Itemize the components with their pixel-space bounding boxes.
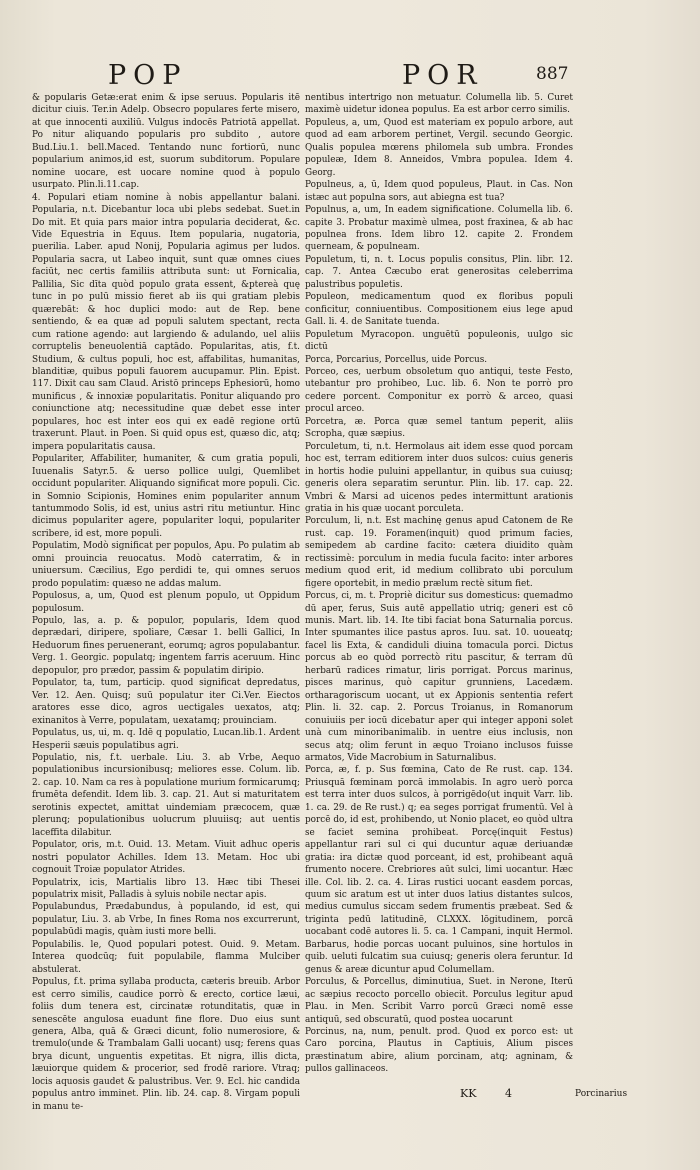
paragraph: Populabilis. le, Quod populari potest. Ouid. 9. Metam. Interea quodcūq; fuit populabile, flamma Mulciber abstulerat. [32,939,300,975]
running-header [0,60,700,92]
page-number: 887 [536,64,569,84]
paragraph: Porceo, ces, uerbum obsoletum quo antiqui, teste Festo, utebantur pro prohibeo, Luc. lib. 6. Non te porrò pro cedere porcent. Componitur ex porrò & arceo, quasi procul arceo. [305,366,573,415]
paragraph: Populator, oris, m.t. Ouid. 13. Metam. Viuit adhuc operis nostri populator Achilles. Idem 13. Metam. Hoc ubi cognouit Troiæ populator Atrides. [32,840,300,876]
paragraph: nentibus intertrigo non metuatur. Columella lib. 5. Curet maximè uidetur idonea populus. Ea est arbor cerro similis. [305,93,573,116]
paragraph: Porculus, & Porcellus, diminutiua, Suet. in Nerone, Iterū ac sæpius recocto porcello obiecit. Porculus legitur apud Plau. in Men. Scribit Varro porcū Græci nomē esse antiquū, sed obscuratū, quod postea uocarunt [305,977,573,1025]
signature-mark: KK [460,1087,477,1100]
paragraph: Populatio, nis, f.t. uerbale. Liu. 3. ab Vrbe, Aequo populationibus incursionibusq; meliores esse. Colum. lib. 2. cap. 10. Nam ca res à populatione murium formicarumq; frumēta defendit. Idem lib. 3. cap. 21. Aut si maturitatem serotinis expectet, amittat uindemiam præcocem, quæ plerunq; populationibus uolucrum pluuiisq; aut uentis laceffita dilabitur. [32,753,300,838]
paragraph: Populatrix, icis, Martialis libro 13. Hæc tibi Thesei populatrix misit, Palladis à syluis nobile nectar apis. [32,877,300,900]
left-column [32,92,300,1112]
header-right-word: POR [402,60,484,91]
right-column [305,92,573,1077]
paragraph: Porculetum, ti, n.t. Hermolaus ait idem esse quod porcam hoc est, terram editiorem inter duos sulcos: cuius generis in hortis hodie puluini appellantur, in quibus sua cuiusq; generis olera separatim seruntur. Plin. lib. 17. cap. 22. Vmbri & Marsi ad uicenos pedes intermittunt arationis gratia in his quæ uocant porculeta. [305,441,573,514]
catchword: Porcinarius [575,1089,628,1099]
paragraph: Porcetra, æ. Porca quæ semel tantum peperit, aliis Scropha, quæ sæpius. [305,416,573,440]
paragraph: Populnus, a, um, In eadem significatione. Columella lib. 6. capite 3. Probatur maximè ulmea, post fraxinea, & ab hac populnea frons. Idem libro 12. capite 2. Frondem querneam, & populneam. [305,205,573,253]
paragraph: Populo, las, a. p. & populor, popularis, Idem quod deprædari, diripere, spoliare, Cæsar 1. belli Gallici, In Heduorum fines peruenerant, eorumq; agros populabantur. Verg. 1. Georgic. populatq; ingentem farris aceruum. Hinc depopulor, pro prædor, passim & populatim diripio. [32,616,300,676]
paragraph: Populatim, Modò significat per populos, Apu. Po pulatim ab omni prouincia reuocatus. Modò caterratim, & in uniuersum. Cæcilius, Ego perdidi te, qui omnes seruos prodo populatim: quæso ne addas malum. [32,541,300,589]
paragraph: Populabundus, Prædabundus, à populando, id est, qui populatur, Liu. 3. ab Vrbe, In fines Roma nos excurrerunt, populabūdi magis, quàm iusti more belli. [32,902,300,938]
paragraph: Porca, æ, f. p. Sus fœmina, Cato de Re rust. cap. 134. Priusquā fœminam porcā immolabis. In agro uerò porca est terra inter duos sulcos, à porrigēdo(ut inquit Varr. lib. 1. ca. 29. de Re rust.) q; ea seges porrigat frumentū. Vel à porcē do, id est, prohibendo, ut Nonio placet, eo quòd ultra se faciet semina prohibeat. Porcę(inquit Festus) appellantur rari sul ci qui ducuntur aquæ deriuandæ gratia: ira dictæ quod porceant, id est, prohibeant aquā frumento nocere. Crebriores aūt sulci, limi uocantur. Hæc ille. Col. lib. 2. ca. 4. Liras rustici uocant easdem porcas, quum sic aratum est ut inter duos latius distantes sulcos, medius cumulus siccam sedem frumentis præbeat. Sed & triginta pedū latitudinē, CLXXX. lōgitudinem, porcā uocabant codē autores li. 5. ca. 1 Campani, inquit Hermol. Barbarus, hodie porcas uocant puluinos, sine hortulos in quib. ueluti fulcatim sua cuiusq; generis olera feruntur. Id genus & areæ dicuntur apud Columellam. [305,765,573,975]
paragraph: Populetum Myracopon. unguētū populeonis, uulgo sic dictū [305,329,573,353]
paragraph: Populosus, a, um, Quod est plenum populo, ut Oppidum populosum. [32,591,300,614]
paragraph: Populariter, Affabiliter, humaniter, & cum gratia populi, Iuuenalis Satyr.5. & uerso pollice uulgi, Quemlibet occidunt populariter. Aliquando significat more populi. Cic. in Somnio Scipionis, Homines enim populariter annum tantummodo Solis, id est, unius astri ritu metiuntur. Hinc dicimus populariter agere, populariter loqui, populariter scribere, id est, more populi. [32,454,300,539]
paragraph: Porcus, ci, m. t. Propriè dicitur sus domesticus: quemadmo dū aper, ferus, Suis autē appellatio utriq; generi est cō munis. Mart. lib. 14. Ite tibi faciat bona Saturnalia porcus. Inter spumantes ilice pastus apros. Iuu. sat. 10. uoueatq; facel lis Exta, & candiduli diuina tomacula porci. Dictus porcus ab eo quòd porrectò ritu pascitur, & terram dū herbarū radices rimatur, liris porrigat. Porcus marinus, pisces marinus, quò capitur grunniens, Lacedæm. ortharagoriscum uocant, ut ex Appionis sententia refert Plin. li. 32. cap. 2. Porcus Troianus, in Romanorum conuiuiis per iocū dicebatur aper qui integer apponi solet unà cum minoribanimalib. in uentre eius inclusis, non secus atq; olim ferunt in æquo Troiano inclusos fuisse armatos, Vide Macrobium in Saturnalibus. [305,591,573,764]
paragraph: Populator, ta, tum, particip. quod significat depredatus, Ver. 12. Aen. Quisq; suū populatur iter Ci.Ver. Eiectos aratores esse dico, agros uectigales uexatos, atq; exinanitos à Verre, populatam, uexatamq; prouinciam. [32,678,300,726]
paragraph: Populneus, a, ū, Idem quod populeus, Plaut. in Cas. Non istæc aut populna sors, aut abiegna est tua? [305,180,573,203]
header-left-word: POP [108,60,188,91]
paragraph: Populeon, medicamentum quod ex floribus populi conficitur, conniuentibus. Compositionem eius lege apud Gall. li. 4. de Sanitate tuenda. [305,292,573,328]
paragraph: Populatus, us, ui, m. q. Idē q populatio, Lucan.lib.1. Ardent Hesperii sæuis populatibus agri. [32,728,300,751]
paragraph: Porca, Porcarius, Porcellus, uide Porcus. [305,354,488,365]
paragraph: & popularis Getæ:erat enim & ipse seruus. Popularis itē dicitur ciuis. Ter.in Adelp. Obsecro populares ferte misero, at que innocenti auxiliū. Vulgus indocēs Patriotā appellat. Po nitur aliquando popularis pro subdito , autore Bud.Liu.1. bell.Maced. Tentando nunc fortiorū, nunc popularium animos,id est, suorum subditorum. Populare nomine uocare, est uocare nomine quod à populo usurpato. Plin.li.11.cap. [32,93,300,191]
paragraph: Populus, f.t. prima syllaba producta, cæteris breuib. Arbor est cerro similis, caudice porrò & erecto, cortice læui, foliis dum tenera est, circinatæ rotunditatis, quæ in senescēte angulosa euadunt fine flore. Duo eius sunt genera, Alba, quā & Græci dicunt, folio numerosiore, & tremulo(unde & Trambalam Galli uocant) usq; ferens quas brya dicunt, unguentis expetitas. Et nigra, illis dicta, læuiorque quidem & procerior, sed frodē rariore. Vtraq; locis aquosis gaudet & palustribus. Ver. 9. Ecl. hic candida populus antro imminet. Plin. lib. 24. cap. 8. Virgam populi in manu te- [32,977,300,1112]
paragraph: Populeus, a, um, Quod est materiam ex populo arbore, aut quod ad eam arborem pertinet, Vergil. secundo Georgic. Qualis populea mœrens philomela sub umbra. Frondes populeæ, Idem 8. Anneidos, Vmbra populea. Idem 4. Georg. [305,117,573,178]
paragraph: Porculum, li, n.t. Est machinę genus apud Catonem de Re rust. cap. 19. Foramen(inquit) quod primum facies, semipedem ab cardine facito: cætera diuidito quàm rectissimè: porculum in media fucula facito: inter arbores medium quod erit, id medium collibrato ubi porculum figere oportebit, in medio prælum rectè situm fiet. [305,516,573,589]
signature-number: 4 [505,1087,512,1100]
paragraph: Porcinus, na, num, penult. prod. Quod ex porco est: ut Caro porcina, Plautus in Captiuis, Alium pisces præstinatum abire, alium porcinam, atq; agninam, & pullos gallinaceos. [305,1026,573,1075]
paragraph: Populetum, ti, n. t. Locus populis consitus, Plin. libr. 12. cap. 7. Antea Cæcubo erat generositas celeberrima palustribus populetis. [305,254,573,290]
paragraph: 4. Populari etiam nomine à nobis appellantur balani. Popularia, n.t. Dicebantur loca ubi plebs sedebat. Suet.in Do mit. Et quia pars maior intra popularia deciderat, &c. Vide Equestria in Equus. Item popularia, nugatoria, puerilia. Laber. apud Nonij, Popularia agimus per ludos. Popularia sacra, ut Labeo inquit, sunt quæ omnes ciues faciūt, nec certis familiis attributa sunt: ut Fornicalia, Pallilia, Sic dīta quòd populo grata essent, &ptereà quę tunc in po pulū missio fieret ab iis qui gratiam plebis quærebāt: & hoc duplici modo: aut de Rep. bene sentiendo, & ea quæ ad populi salutem spectant, recta cum ratione agendo: aut largiendo & adulando, uel aliis corruptelis beneuolentiā captādo. Popularitas, atis, f.t. Studium, & cultus populi, hoc est, affabilitas, humanitas, blanditiæ, quibus populi fauorem aucupamur. Plin. Epist. 117. Dixit cau sam Claud. Aristō princeps Ephesiorū, homo munificus , & innoxiæ popularitatis. Ponitur aliquando pro coniunctione atq; necessitudine quæ debet esse inter populares, hoc est inter eos qui ex eadē regione ortū traxerunt. Plaut. in Poen. Si quid opus est, quæso dic, atq; impera popularitatis causa. [32,192,300,452]
page-footer [0,1087,700,1107]
